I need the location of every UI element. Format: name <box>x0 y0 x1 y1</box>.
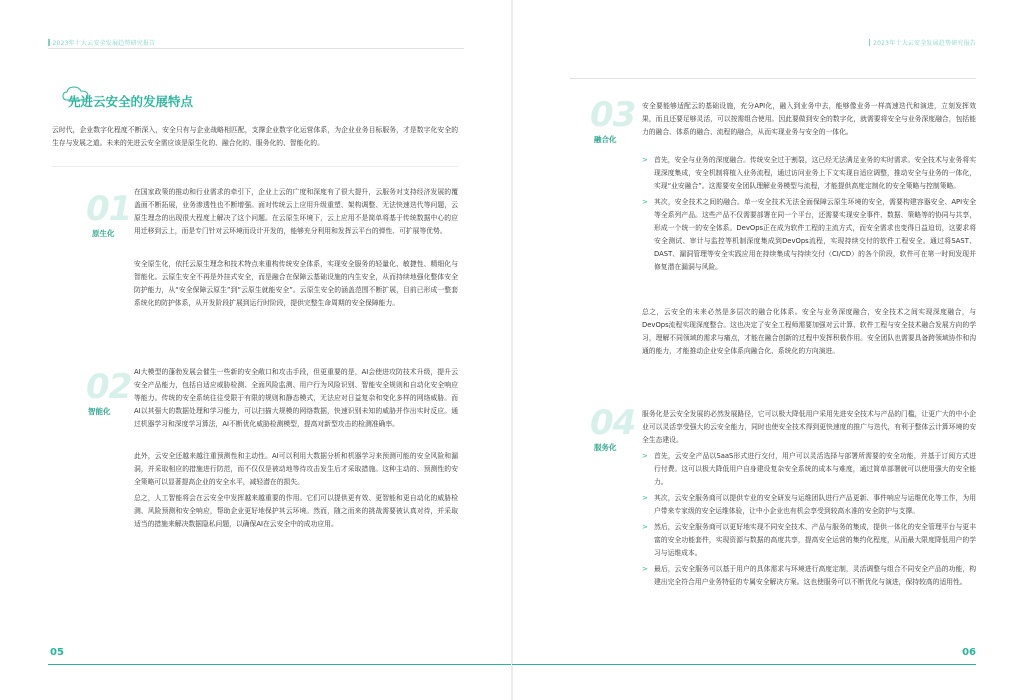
item1-paragraph-2: 安全原生化，依托云原生理念和技术特点来重构传统安全体系，实现安全服务的轻量化、敏捷性、精细化与智能化。云原生安全不再是外挂式安全，而是融合在保障云基础设施的内生安全，从而持续地强化整体安全防护能力，从“安全保障云原生”到“云原生就能安全”。云原生安全的涵盖范围不断扩展，目前已形成一整套系统化的防护体系，从开发阶段扩展到运行时阶段，提供完整生命周期的安全保障能力。 <box>134 260 458 307</box>
footer-rule <box>512 664 976 665</box>
right-header <box>869 38 976 47</box>
right-page <box>512 0 1024 700</box>
left-header-text: 2023年十大云安全发展趋势研究报告 <box>52 40 156 47</box>
list-item <box>642 563 976 589</box>
list-item <box>642 196 976 274</box>
item2-paragraph-1: AI大模型的蓬勃发展会催生一些新的安全敞口和攻击手段，但更重要的是，AI会使进攻防技术升级，提升云安全产品能力，包括自适应威胁检测、全面风险监测、用户行为风险识别、智能安全规则和自动化安全响应等能力。传统的安全系统往往受限于有限的规则和静态模式，无法应对日益复杂和变化多样的网络威胁。而AI以其强大的数据处理和学习能力，可以扫描大规模的网络数据，快速识别未知的威胁并作出实时反应。通过机器学习和深度学习算法，AI不断优化威胁检测模型，提高对新型攻击的检测准确率。 <box>134 368 458 428</box>
item-number-03: 03 <box>590 95 636 135</box>
item1-paragraph-1: 在国家政策的推动和行业需求的牵引下，企业上云的广度和深度有了很大提升，云服务对支持经济发展的覆盖面不断拓展，业务渗透性也不断增强。面对传统云上应用升级重塑、架构调整、无法快速迭代等问题，云原生理念的出现很大程度上解决了这个问题。在云原生环境下，云上应用不是简单将基于传统数据中心的应用迁移到云上，而是专门针对云环境而设计开发的，能够充分利用和发挥云平台的弹性、可扩展等优势。 <box>134 188 458 235</box>
header-bar <box>869 39 871 46</box>
bullet-text: 其次，安全技术之间的融合。单一安全技术无法全面保障云原生环境的安全，需要构建容器安全、API安全等全系列产品。这些产品不仅需要部署在同一个平台，还需要实现安全事件、数据、策略等的协同与共享，形成一个统一的安全体系。DevOps正在成为软件工程的主流方式，而安全需求也变得日益迫切，这要求将安全测试、审计与监控等机制深度集成到DevOps流程，实现持续交付的软件工程安全。通过将SAST、DAST、漏洞管理等安全实践应用在持续集成与持续交付（CI/CD）的各个阶段，软件可在第一时间发现并修复潜在漏洞与风险。 <box>654 198 976 271</box>
footer-rule <box>48 664 512 665</box>
intro-paragraph: 云时代，企业数字化程度不断深入，安全只有与企业战略相匹配，支撑企业数字化运营体系，为企业业务目标服务，才是数字化安全的生存与发展之道。未来的先进云安全需应该是原生化的、融合化的、服务化的、智能化的。 <box>52 126 458 147</box>
header-rule <box>570 78 976 79</box>
chevron-right-icon: > <box>642 156 648 164</box>
header-bar <box>48 39 50 46</box>
item-tag-intelligent: 智能化 <box>88 407 111 416</box>
chevron-right-icon: > <box>642 494 648 502</box>
chevron-right-icon: > <box>642 452 648 460</box>
right-header-text: 2023年十大云安全发展趋势研究报告 <box>873 40 976 47</box>
item3-bullet-list <box>642 154 976 277</box>
bullet-text: 最后，云安全服务可以基于用户的具体需求与环境进行高度定制，灵活调整与组合不同安全产品的功能，构建出完全符合用户业务特征的专属安全解决方案。这也使服务可以不断优化与演进，保持较高的适用性。 <box>654 565 976 586</box>
bullet-text: 然后，云安全服务商可以更好地实现不同安全技术、产品与服务的集成，提供一体化的安全管理平台与更丰富的安全功能套件，实现资源与数据的高度共享，提高安全运营的集约化程度，从而最大限度降低用户的学习与运维成本。 <box>654 523 976 557</box>
bullet-text: 其次，云安全服务商可以提供专业的安全研发与运维团队进行产品更新、事件响应与运维优化等工作，为用户带来专家级的安全运维体验，让中小企业也有机会享受到较高水准的安全防护与支撑。 <box>654 494 976 515</box>
item-number-04: 04 <box>590 403 636 443</box>
item2-paragraph-2: 此外，云安全还越来越注重预测性和主动性。AI可以利用大数据分析和机器学习来预测可能的安全风险和漏洞，并采取相应的措施进行防范，而不仅仅是被动地等待攻击发生后才采取措施。这种主动的、预测性的安全策略可以显著提高企业的安全水平，减轻潜在的损失。 <box>134 452 458 486</box>
item-tag-native: 原生化 <box>92 229 115 238</box>
chevron-right-icon: > <box>642 565 648 573</box>
item-number-02: 02 <box>86 367 132 407</box>
item3-intro: 安全要能够适配云的基础设施，充分API化，融入到业务中去，能够像业务一样高速迭代和演进，立刻发挥效果，而且还要足够灵活，可以按需组合使用。因此要做到安全的数字化，就需要将安全与业务深度融合，包括能力的融合、体系的融合、流程的融合，从而实现业务与安全的一体化。 <box>642 102 976 136</box>
chevron-right-icon: > <box>642 198 648 206</box>
header-rule <box>48 48 464 49</box>
bullet-text: 首先，安全与业务的深度融合。传统安全过于割裂，这已经无法满足业务的实时需求。安全技术与业务将实现深度集成，安全机制将植入业务流程，通过访问业务上下文实现自适应调整，推动安全与业务的一体化，实现“业安融合”。这需要安全团队理解业务模型与流程，才能提供高度定制化的安全策略与控制策略。 <box>654 156 976 190</box>
item-tag-service: 服务化 <box>594 443 617 452</box>
section-title: 先进云安全的发展特点 <box>68 94 194 109</box>
item4-intro: 服务化是云安全发展的必然发展路径，它可以极大降低用户采用先进安全技术与产品的门槛，让更广大的中小企业可以灵活享受强大的云安全能力，同时也使安全技术得到更快速度的推广与迭代，有利于整体云计算环境的安全生态建设。 <box>642 410 976 444</box>
divider <box>52 166 458 167</box>
item4-bullet-list <box>642 450 976 592</box>
list-item <box>642 492 976 518</box>
list-item <box>642 154 976 193</box>
left-header <box>48 38 155 47</box>
item3-outro: 总之，云安全的未来必然是多层次的融合化体系。安全与业务深度融合，安全技术之间实现深度融合，与DevOps流程实现深度整合。这也决定了安全工程师需要加强对云计算、软件工程与安全技术融合发展方向的学习，理解不同领域的需求与痛点，才能在融合创新的过程中发挥积极作用。安全团队也需要具备跨领域协作和沟通的能力，才能推动企业安全体系向融合化、系统化的方向演进。 <box>642 308 976 355</box>
list-item <box>642 521 976 560</box>
item2-paragraph-3: 总之，人工智能将会在云安全中发挥越来越重要的作用。它们可以提供更有效、更智能和更自动化的威胁检测、风险预测和安全响应，帮助企业更好地保护其云环境。然而，随之而来的挑战需要被认真对待，并采取适当的措施来解决数据隐私问题，以确保AI在云安全中的成功应用。 <box>134 494 458 528</box>
chevron-right-icon: > <box>642 523 648 531</box>
item-tag-converged: 融合化 <box>594 135 617 144</box>
item-number-01: 01 <box>86 189 132 229</box>
page-number-left: 05 <box>50 647 64 658</box>
page-number-right: 06 <box>962 647 976 658</box>
list-item <box>642 450 976 489</box>
bullet-text: 首先，云安全产品以SaaS形式进行交付，用户可以灵活选择与部署所需要的安全功能，并基于订阅方式进行付费。这可以极大降低用户自身建设复杂安全系统的成本与难度，通过简单部署就可以使用强大的安全能力。 <box>654 452 976 486</box>
